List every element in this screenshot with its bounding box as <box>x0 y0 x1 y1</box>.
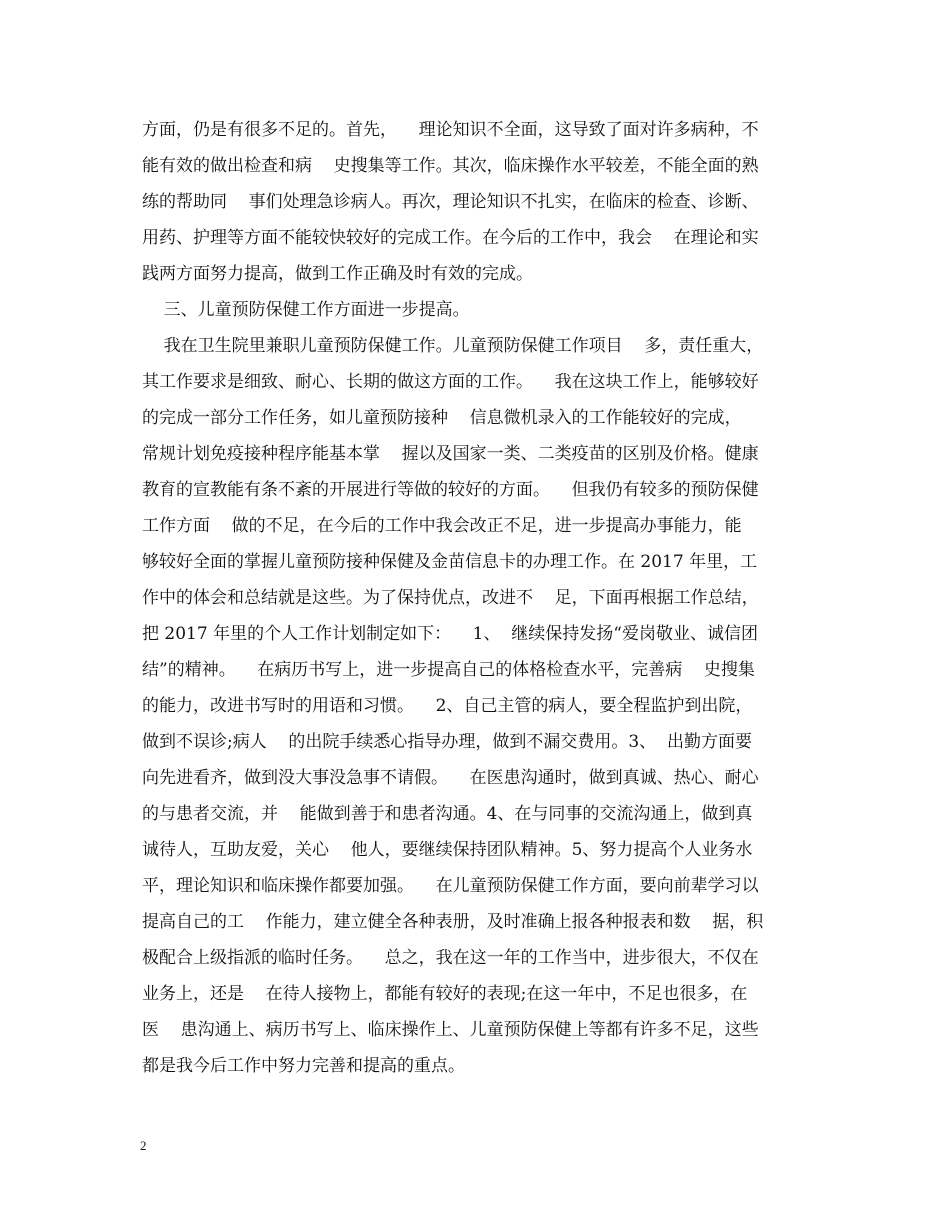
body-text-line: 平，理论知识和临床操作都要加强。 在儿童预防保健工作方面，要向前辈学习以 <box>142 876 759 896</box>
body-text-line: 把 2017 年里的个人工作计划制定如下： 1、 继续保持发扬“爱岗敬业、诚信团 <box>142 624 758 644</box>
body-text-line: 提高自己的工 作能力，建立健全各种表册，及时准确上报各种报表和数 据，积 <box>142 912 764 932</box>
section-heading: 三、儿童预防保健工作方面进一步提高。 <box>142 300 470 320</box>
body-text-line: 我在卫生院里兼职儿童预防保健工作。儿童预防保健工作项目 多，责任重大， <box>142 336 764 356</box>
body-text-line: 工作方面 做的不足，在今后的工作中我会改正不足，进一步提高办事能力，能 <box>142 516 742 536</box>
body-text-line: 教育的宣教能有条不紊的开展进行等做的较好的方面。 但我仍有较多的预防保健 <box>142 480 759 500</box>
body-text-line: 常规计划免疫接种程序能基本掌 握以及国家一类、二类疫苗的区别及价格。健康 <box>142 444 759 464</box>
body-text-line: 方面，仍是有很多不足的。首先， 理论知识不全面，这导致了面对许多病种，不 <box>142 120 759 140</box>
body-text-line: 结”的精神。 在病历书写上，进一步提高自己的体格检查水平，完善病 史搜集 <box>142 660 755 680</box>
body-text-line: 作中的体会和总结就是这些。为了保持优点，改进不 足，下面再根据工作总结， <box>142 588 759 608</box>
body-text-line: 其工作要求是细致、耐心、长期的做这方面的工作。 我在这块工作上，能够较好 <box>142 372 759 392</box>
body-text-line: 练的帮助同 事们处理急诊病人。再次，理论知识不扎实，在临床的检查、诊断、 <box>142 192 759 212</box>
body-text-line: 向先进看齐，做到没大事没急事不请假。 在医患沟通时，做到真诚、热心、耐心 <box>142 768 759 788</box>
body-text-line: 诚待人，互助友爱，关心 他人，要继续保持团队精神。5、努力提高个人业务水 <box>142 840 753 860</box>
body-text-line: 的与患者交流，并 能做到善于和患者沟通。4、在与同事的交流沟通上，做到真 <box>142 804 753 824</box>
body-text-line: 能有效的做出检查和病 史搜集等工作。其次，临床操作水平较差，不能全面的熟 <box>142 156 759 176</box>
body-text-line: 的完成一部分工作任务，如儿童预防接种 信息微机录入的工作能较好的完成， <box>142 408 742 428</box>
body-text-line: 都是我今后工作中努力完善和提高的重点。 <box>142 1056 465 1076</box>
body-text-line: 的能力，改进书写时的用语和习惯。 2、自己主管的病人，要全程监护到出院， <box>142 696 753 716</box>
body-text-line: 用药、护理等方面不能较快较好的完成工作。在今后的工作中，我会 在理论和实 <box>142 228 759 248</box>
body-text-line: 医 患沟通上、病历书写上、临床操作上、儿童预防保健上等都有许多不足，这些 <box>142 1020 759 1040</box>
body-text-line: 践两方面努力提高，做到工作正确及时有效的完成。 <box>142 264 533 284</box>
body-text-line: 极配合上级指派的临时任务。 总之，我在这一年的工作当中，进步很大，不仅在 <box>142 948 759 968</box>
body-text-line: 够较好全面的掌握儿童预防接种保健及金苗信息卡的办理工作。在 2017 年里，工 <box>142 552 758 572</box>
page-number: 2 <box>140 1138 147 1153</box>
body-text-line: 业务上，还是 在待人接物上，都能有较好的表现;在这一年中，不足也很多，在 <box>142 984 748 1004</box>
body-text-line: 做到不误诊;病人 的出院手续悉心指导办理，做到不漏交费用。3、 出勤方面要 <box>142 732 752 752</box>
